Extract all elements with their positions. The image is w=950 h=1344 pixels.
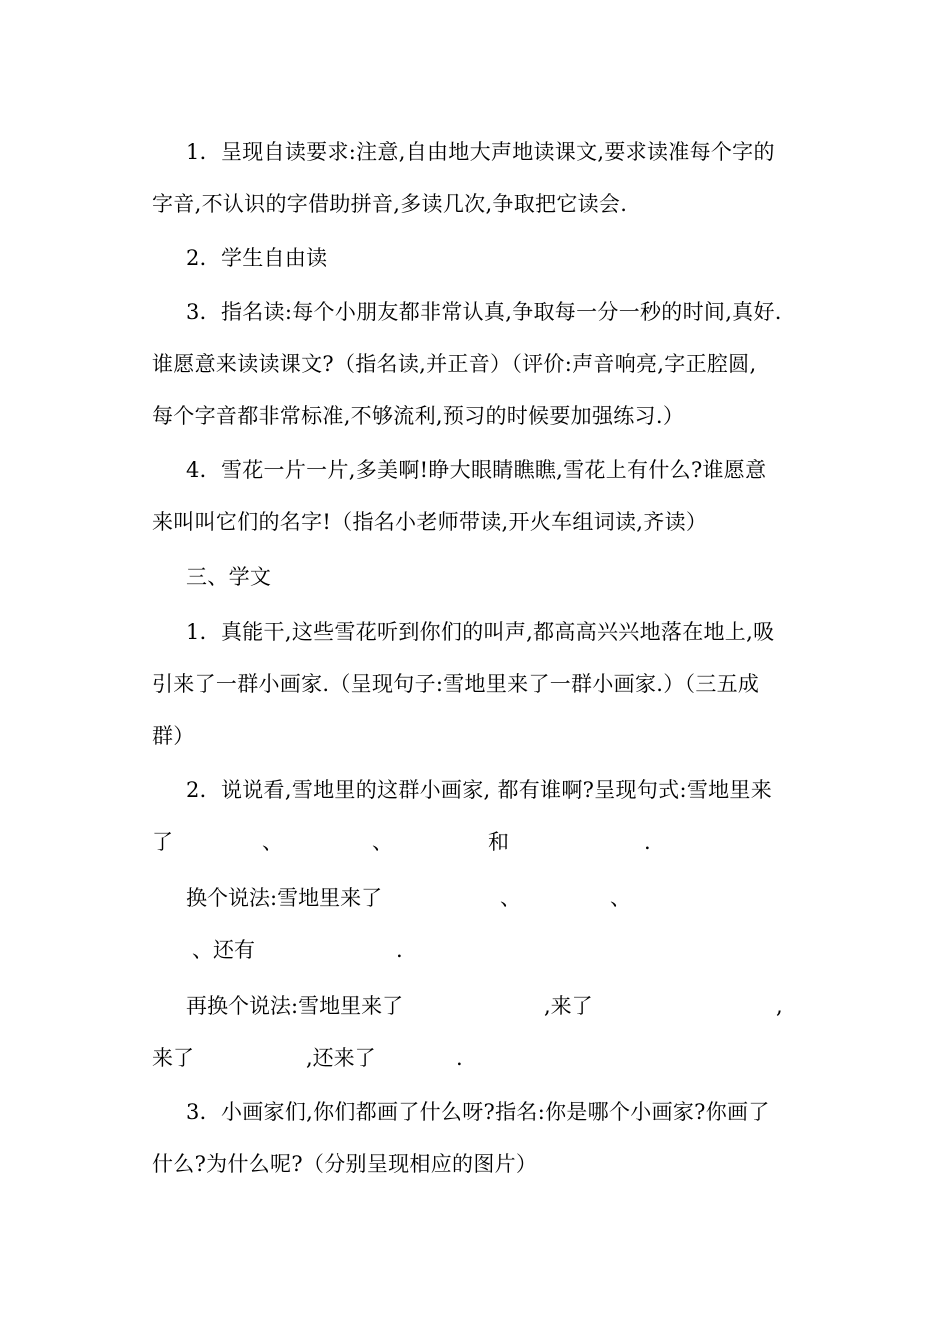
blank-period: . [396, 938, 403, 962]
paragraph-4-line-1: 4．雪花一片一片,多美啊!睁大眼睛瞧瞧,雪花上有什么?谁愿意 [186, 458, 767, 482]
paragraph-5-line-2: 引来了一群小画家.（呈现句子:雪地里来了一群小画家.）（三五成 [152, 672, 760, 696]
paragraph-3-line-2: 谁愿意来读读课文?（指名读,并正音）（评价:声音响亮,字正腔圆, [152, 352, 757, 376]
blank-separator: 、 [500, 886, 521, 910]
paragraph-9-line-2: 什么?为什么呢?（分别呈现相应的图片） [152, 1152, 538, 1176]
paragraph-5-line-3: 群） [152, 724, 195, 748]
paragraph-7-line-1-start: 换个说法:雪地里来了 [186, 886, 383, 910]
paragraph-1-line-2: 字音,不认识的字借助拼音,多读几次,争取把它读会. [152, 192, 628, 216]
paragraph-8-line-1-start: 再换个说法:雪地里来了 [186, 994, 404, 1018]
blank-conjunction: 和 [488, 830, 509, 854]
paragraph-4-line-2: 来叫叫它们的名字!（指名小老师带读,开火车组词读,齐读） [152, 510, 708, 534]
paragraph-6-line-2-start: 了 [152, 830, 173, 854]
blank-separator: 、 [262, 830, 283, 854]
blank-separator: 、 [372, 830, 393, 854]
blank-hai-lai-le: ,还来了 [306, 1046, 376, 1070]
paragraph-7-line-2-start: 、还有 [192, 938, 255, 962]
blank-separator: 、 [610, 886, 631, 910]
paragraph-2-line-1: 2．学生自由读 [186, 246, 328, 270]
paragraph-3-line-1: 3．指名读:每个小朋友都非常认真,争取每一分一秒的时间,真好. [186, 300, 782, 324]
paragraph-5-line-1: 1．真能干,这些雪花听到你们的叫声,都高高兴兴地落在地上,吸 [186, 620, 775, 644]
paragraph-9-line-1: 3．小画家们,你们都画了什么呀?指名:你是哪个小画家?你画了 [186, 1100, 770, 1124]
blank-lai-le: ,来了 [544, 994, 593, 1018]
blank-period: . [456, 1046, 463, 1070]
section-heading-3: 三、学文 [186, 565, 272, 589]
paragraph-8-line-2-start: 来了 [152, 1046, 194, 1070]
blank-comma: , [776, 994, 783, 1018]
paragraph-3-line-3: 每个字音都非常标准,不够流利,预习的时候要加强练习.） [152, 404, 685, 428]
blank-period: . [644, 830, 651, 854]
paragraph-1-line-1: 1．呈现自读要求:注意,自由地大声地读课文,要求读准每个字的 [186, 140, 775, 164]
paragraph-6-line-1: 2．说说看,雪地里的这群小画家, 都有谁啊?呈现句式:雪地里来 [186, 778, 773, 802]
